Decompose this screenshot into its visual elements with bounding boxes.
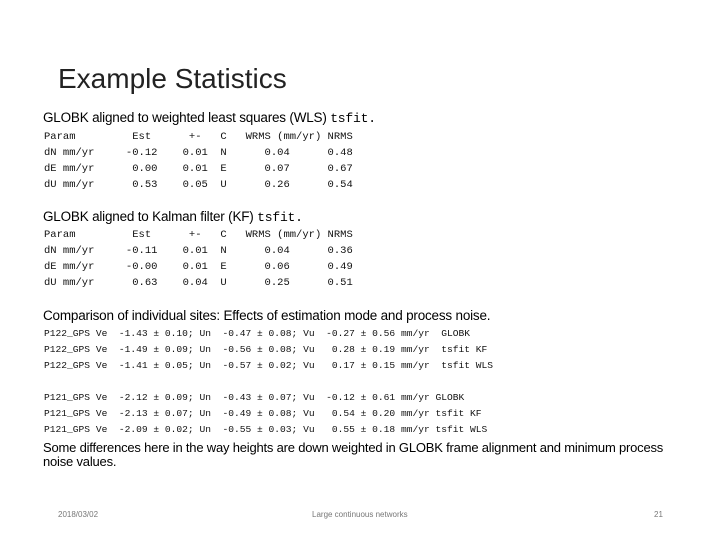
summary-note: Some differences here in the way heights are down weighted in GLOBK frame alignment and minimum process noise values. xyxy=(43,440,664,469)
table-row: Param Est +- C WRMS (mm/yr) NRMS xyxy=(44,131,353,143)
table-row: Param Est +- C WRMS (mm/yr) NRMS xyxy=(44,229,353,241)
p121-comparison xyxy=(44,390,487,438)
table-row: dE mm/yr 0.00 0.01 E 0.07 0.67 xyxy=(44,163,353,175)
page-number: 21 xyxy=(654,510,663,519)
kf-table xyxy=(44,227,353,291)
comparison-heading: Comparison of individual sites: Effects of estimation mode and process noise. xyxy=(43,308,491,323)
list-item: P121_GPS Ve -2.13 ± 0.07; Un -0.49 ± 0.08; Vu 0.54 ± 0.20 mm/yr tsfit KF xyxy=(44,408,482,419)
kf-heading xyxy=(43,209,303,226)
table-row: dN mm/yr -0.12 0.01 N 0.04 0.48 xyxy=(44,147,353,159)
wls-heading xyxy=(43,110,376,127)
list-item: P121_GPS Ve -2.09 ± 0.02; Un -0.55 ± 0.03; Vu 0.55 ± 0.18 mm/yr tsfit WLS xyxy=(44,424,488,435)
kf-heading-code: tsfit. xyxy=(257,210,303,225)
kf-heading-text: GLOBK aligned to Kalman filter (KF) xyxy=(43,209,258,224)
table-row: dU mm/yr 0.63 0.04 U 0.25 0.51 xyxy=(44,277,353,289)
table-row: dN mm/yr -0.11 0.01 N 0.04 0.36 xyxy=(44,245,353,257)
wls-heading-code: tsfit. xyxy=(330,111,376,126)
table-row: dE mm/yr -0.00 0.01 E 0.06 0.49 xyxy=(44,261,353,273)
p122-comparison xyxy=(44,326,493,374)
footer-date: 2018/03/02 xyxy=(58,510,99,519)
wls-table xyxy=(44,129,353,193)
list-item: P122_GPS Ve -1.43 ± 0.10; Un -0.47 ± 0.08; Vu -0.27 ± 0.56 mm/yr GLOBK xyxy=(44,328,471,339)
list-item: P121_GPS Ve -2.12 ± 0.09; Un -0.43 ± 0.07; Vu -0.12 ± 0.61 mm/yr GLOBK xyxy=(44,392,465,403)
table-row: dU mm/yr 0.53 0.05 U 0.26 0.54 xyxy=(44,179,353,191)
slide-title: Example Statistics xyxy=(58,63,287,94)
list-item: P122_GPS Ve -1.49 ± 0.09; Un -0.56 ± 0.08; Vu 0.28 ± 0.19 mm/yr tsfit KF xyxy=(44,344,488,355)
list-item: P122_GPS Ve -1.41 ± 0.05; Un -0.57 ± 0.02; Vu 0.17 ± 0.15 mm/yr tsfit WLS xyxy=(44,360,494,371)
wls-heading-text: GLOBK aligned to weighted least squares (WLS) xyxy=(43,110,331,125)
footer-title: Large continuous networks xyxy=(312,510,408,519)
